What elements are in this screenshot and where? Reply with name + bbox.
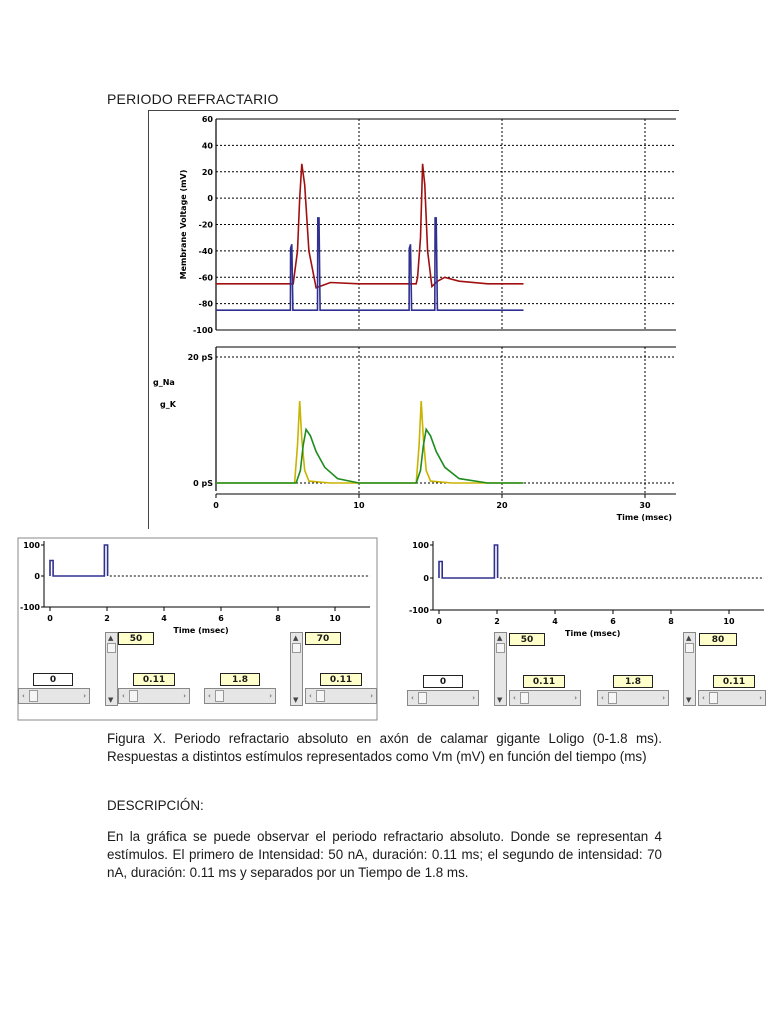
- dur2-value[interactable]: 0.11: [320, 673, 362, 686]
- up-arrow-icon[interactable]: ▲: [108, 634, 114, 642]
- y-tick-label: 40: [201, 141, 213, 151]
- stimulus-trace: [439, 545, 498, 578]
- y-tick-label: 0 pS: [193, 479, 213, 488]
- down-arrow-icon[interactable]: ▼: [497, 696, 503, 704]
- x-tick-label: 8: [275, 614, 281, 623]
- x-tick-label: 0: [436, 617, 442, 626]
- y-tick-label: -40: [198, 246, 213, 256]
- up-arrow-icon[interactable]: ▲: [497, 634, 503, 642]
- y-tick-label: 20 pS: [187, 353, 213, 362]
- dur1-scrollbar-right[interactable]: [509, 690, 581, 706]
- right-arrow-icon[interactable]: ›: [472, 694, 475, 702]
- y-tick-label: 100: [412, 541, 429, 550]
- interval-scroll-thumb[interactable]: [215, 690, 224, 702]
- y-axis-label: Membrane Voltage (mV): [179, 169, 188, 280]
- left-arrow-icon[interactable]: ‹: [22, 692, 25, 700]
- dur1-scroll-thumb[interactable]: [129, 690, 138, 702]
- page-title: PERIODO REFRACTARIO: [107, 91, 279, 107]
- x-axis-label: Time (msec): [173, 626, 229, 635]
- delay-scrollbar[interactable]: [18, 688, 90, 704]
- right-arrow-icon[interactable]: ›: [574, 694, 577, 702]
- interval-value-right[interactable]: 1.8: [613, 675, 653, 688]
- figure-caption: Figura X. Periodo refractario absoluto en axón de calamar gigante Loligo (0-1.8 ms). Respuestas a distintos estímulos representados como Vm (mV) en función del tiempo (ms): [107, 731, 662, 764]
- down-arrow-icon[interactable]: ▼: [108, 696, 114, 704]
- up-arrow-icon[interactable]: ▲: [293, 634, 299, 642]
- dur2-scrollbar[interactable]: [305, 688, 377, 704]
- amp1-value[interactable]: 50: [118, 632, 154, 645]
- dur2-scroll-thumb[interactable]: [316, 690, 325, 702]
- delay-scroll-thumb-right[interactable]: [418, 692, 427, 704]
- legend-gk: g_K: [160, 400, 176, 409]
- y-tick-label: -100: [192, 326, 213, 335]
- amp2-vscroll[interactable]: [290, 632, 303, 706]
- x-tick-label: 10: [723, 617, 735, 626]
- legend-gna: g_Na: [153, 378, 175, 387]
- amp2-value-right[interactable]: 80: [699, 633, 737, 646]
- interval-scroll-thumb-right[interactable]: [608, 692, 617, 704]
- y-tick-label: -20: [198, 220, 213, 230]
- y-tick-label: 0: [34, 572, 40, 581]
- y-tick-label: 20: [201, 167, 213, 177]
- interval-scrollbar[interactable]: [204, 688, 276, 704]
- x-tick-label: 2: [494, 617, 500, 626]
- x-tick-label: 6: [610, 617, 616, 626]
- x-tick-label: 20: [496, 501, 508, 510]
- right-arrow-icon[interactable]: ›: [370, 692, 373, 700]
- right-arrow-icon[interactable]: ›: [83, 692, 86, 700]
- left-arrow-icon[interactable]: ‹: [309, 692, 312, 700]
- right-arrow-icon[interactable]: ›: [269, 692, 272, 700]
- x-tick-label: 4: [161, 614, 167, 623]
- left-arrow-icon[interactable]: ‹: [601, 694, 604, 702]
- amp1-vscroll-thumb-right[interactable]: [496, 643, 505, 653]
- dur2-value-right[interactable]: 0.11: [713, 675, 755, 688]
- dur1-value-right[interactable]: 0.11: [523, 675, 565, 688]
- interval-value[interactable]: 1.8: [220, 673, 260, 686]
- description-text: En la gráfica se puede observar el periodo refractario absoluto. Donde se representan 4 estímulos. El primero de Intensidad: 50 nA, duración: 0.11 ms; el segundo de intensidad: 70 nA, duración: 0.11 ms y separados por un Tiempo de 1.8 ms.: [107, 829, 662, 880]
- x-tick-label: 8: [668, 617, 674, 626]
- delay-value-right[interactable]: 0: [423, 675, 463, 688]
- amp2-vscroll-thumb[interactable]: [292, 643, 301, 653]
- delay-scroll-thumb[interactable]: [29, 690, 38, 702]
- x-tick-label: 0: [213, 501, 219, 510]
- dur1-value[interactable]: 0.11: [133, 673, 175, 686]
- amp1-value-right[interactable]: 50: [509, 633, 545, 646]
- interval-scrollbar-right[interactable]: [597, 690, 669, 706]
- y-tick-label: 0: [207, 194, 213, 204]
- y-tick-label: -100: [19, 603, 40, 612]
- delay-value[interactable]: 0: [33, 673, 73, 686]
- x-tick-label: 6: [218, 614, 224, 623]
- left-arrow-icon[interactable]: ‹: [122, 692, 125, 700]
- right-arrow-icon[interactable]: ›: [759, 694, 762, 702]
- dur2-scrollbar-right[interactable]: [698, 690, 766, 706]
- x-tick-label: 30: [639, 501, 651, 510]
- right-arrow-icon[interactable]: ›: [183, 692, 186, 700]
- left-arrow-icon[interactable]: ‹: [411, 694, 414, 702]
- x-axis-label: Time (msec): [616, 513, 672, 522]
- amp2-vscroll-right[interactable]: [683, 632, 696, 706]
- x-axis-label: Time (msec): [565, 629, 621, 638]
- left-arrow-icon[interactable]: ‹: [702, 694, 705, 702]
- x-tick-label: 10: [329, 614, 341, 623]
- y-tick-label: -60: [198, 273, 213, 283]
- dur1-scrollbar[interactable]: [118, 688, 190, 704]
- down-arrow-icon[interactable]: ▼: [293, 696, 299, 704]
- y-tick-label: 0: [423, 574, 429, 583]
- x-tick-label: 0: [47, 614, 53, 623]
- description-heading: DESCRIPCIÓN:: [107, 798, 204, 813]
- down-arrow-icon[interactable]: ▼: [686, 696, 692, 704]
- dur1-scroll-thumb-right[interactable]: [520, 692, 529, 704]
- left-arrow-icon[interactable]: ‹: [208, 692, 211, 700]
- dur2-scroll-thumb-right[interactable]: [709, 692, 718, 704]
- amp1-vscroll-right[interactable]: [494, 632, 507, 706]
- right-arrow-icon[interactable]: ›: [662, 694, 665, 702]
- amp1-vscroll[interactable]: [105, 632, 118, 706]
- left-arrow-icon[interactable]: ‹: [513, 694, 516, 702]
- x-tick-label: 2: [104, 614, 110, 623]
- up-arrow-icon[interactable]: ▲: [686, 634, 692, 642]
- x-tick-label: 4: [552, 617, 558, 626]
- amp2-value[interactable]: 70: [305, 632, 341, 645]
- y-tick-label: -80: [198, 299, 213, 309]
- amp1-vscroll-thumb[interactable]: [107, 643, 116, 653]
- y-tick-label: -100: [408, 606, 429, 615]
- y-tick-label: 100: [23, 541, 40, 550]
- x-tick-label: 10: [353, 501, 365, 510]
- amp2-vscroll-thumb-right[interactable]: [685, 643, 694, 653]
- y-tick-label: 60: [201, 115, 213, 124]
- delay-scrollbar-right[interactable]: [407, 690, 479, 706]
